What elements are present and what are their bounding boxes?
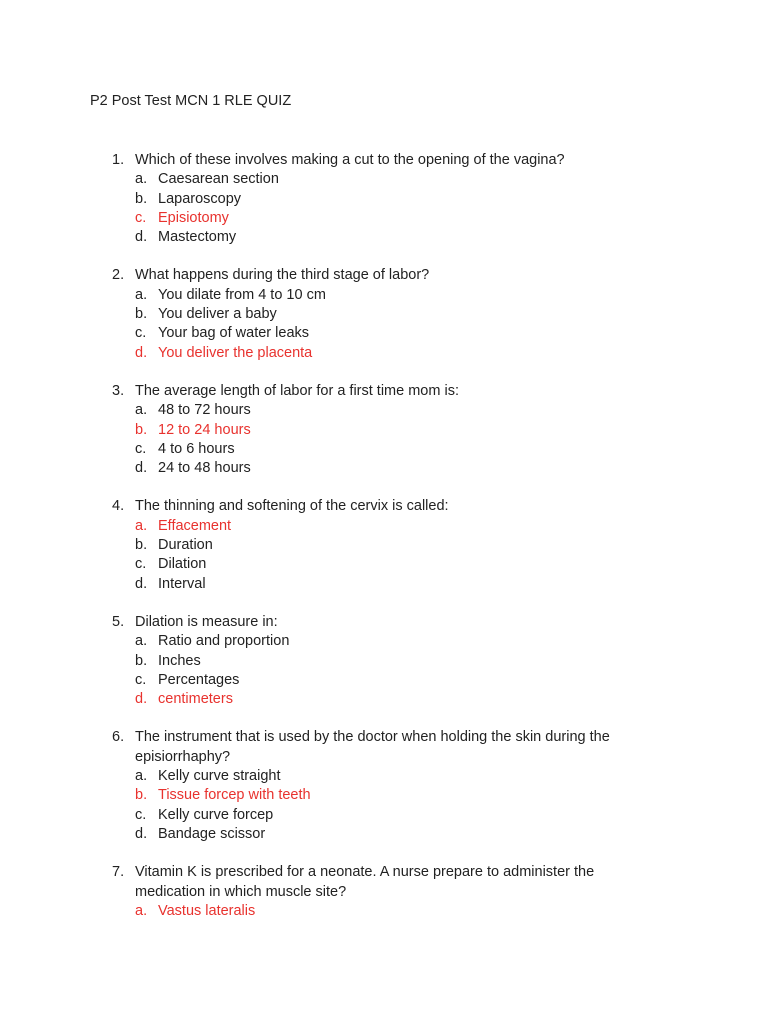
option-item bbox=[0, 806, 768, 825]
option-letter: b. bbox=[135, 787, 148, 804]
option-text: Interval bbox=[158, 575, 206, 592]
question-text: Vitamin K is prescribed for a neonate. A nurse prepare to administer the medication in which muscle site? bbox=[135, 864, 595, 900]
document-title: P2 Post Test MCN 1 RLE QUIZ bbox=[90, 93, 292, 109]
question-row bbox=[0, 863, 768, 902]
question-row bbox=[0, 151, 768, 170]
option-item-correct bbox=[0, 517, 768, 536]
option-letter: a. bbox=[135, 633, 148, 650]
option-letter: d. bbox=[135, 229, 148, 246]
question-item bbox=[0, 728, 768, 844]
question-text: The instrument that is used by the doctor when holding the skin during the episiorrhaphy? bbox=[135, 729, 610, 765]
option-text: 4 to 6 hours bbox=[158, 440, 235, 457]
option-text: centimeters bbox=[158, 691, 233, 708]
option-text: Your bag of water leaks bbox=[158, 325, 310, 342]
option-text: You deliver the placenta bbox=[158, 344, 313, 361]
option-item bbox=[0, 671, 768, 690]
option-text: Kelly curve straight bbox=[158, 768, 281, 785]
option-text: Caesarean section bbox=[158, 171, 279, 188]
question-number: 7. bbox=[112, 864, 125, 881]
option-item bbox=[0, 767, 768, 786]
option-letter: c. bbox=[135, 440, 147, 457]
option-item bbox=[0, 652, 768, 671]
option-item bbox=[0, 324, 768, 343]
option-item bbox=[0, 190, 768, 209]
question-item bbox=[0, 497, 768, 593]
option-item-correct bbox=[0, 786, 768, 805]
question-text: The average length of labor for a first time mom is: bbox=[135, 382, 459, 399]
question-row bbox=[0, 728, 768, 767]
option-letter: b. bbox=[135, 537, 148, 554]
option-letter: d. bbox=[135, 460, 148, 477]
option-letter: d. bbox=[135, 825, 148, 842]
question-text: What happens during the third stage of labor? bbox=[135, 267, 430, 284]
question-text: Dilation is measure in: bbox=[135, 613, 278, 630]
question-text: Which of these involves making a cut to the opening of the vagina? bbox=[135, 152, 565, 168]
option-letter: d. bbox=[135, 344, 148, 361]
option-letter: b. bbox=[135, 421, 148, 438]
option-text: Inches bbox=[158, 652, 201, 669]
question-number: 5. bbox=[112, 613, 125, 630]
option-item bbox=[0, 228, 768, 247]
option-item bbox=[0, 632, 768, 651]
option-item-correct bbox=[0, 344, 768, 363]
option-item bbox=[0, 305, 768, 324]
option-item bbox=[0, 575, 768, 594]
question-list bbox=[0, 151, 768, 940]
option-item bbox=[0, 459, 768, 478]
option-item bbox=[0, 825, 768, 844]
question-row bbox=[0, 497, 768, 516]
option-text: Tissue forcep with teeth bbox=[158, 787, 311, 804]
option-item bbox=[0, 401, 768, 420]
option-item bbox=[0, 170, 768, 189]
question-number: 1. bbox=[112, 152, 125, 168]
option-letter: d. bbox=[135, 691, 148, 708]
question-item bbox=[0, 151, 768, 247]
question-number: 4. bbox=[112, 498, 125, 515]
option-letter: a. bbox=[135, 402, 148, 419]
question-number: 6. bbox=[112, 729, 125, 746]
option-letter: c. bbox=[135, 671, 147, 688]
question-item bbox=[0, 613, 768, 709]
option-text: Bandage scissor bbox=[158, 825, 266, 842]
question-number: 3. bbox=[112, 382, 125, 399]
option-letter: a. bbox=[135, 171, 148, 188]
option-item-correct bbox=[0, 690, 768, 709]
question-row bbox=[0, 382, 768, 401]
option-letter: c. bbox=[135, 556, 147, 573]
option-text: Dilation bbox=[158, 556, 207, 573]
question-item bbox=[0, 863, 768, 921]
option-text: Laparoscopy bbox=[158, 190, 242, 207]
option-letter: a. bbox=[135, 517, 148, 534]
option-text: Effacement bbox=[158, 517, 232, 534]
option-text: Duration bbox=[158, 537, 213, 554]
option-text: You dilate from 4 to 10 cm bbox=[158, 286, 326, 303]
option-letter: a. bbox=[135, 768, 148, 785]
option-item bbox=[0, 440, 768, 459]
option-text: Percentages bbox=[158, 671, 240, 688]
option-letter: a. bbox=[135, 902, 148, 919]
option-letter: c. bbox=[135, 209, 147, 226]
question-number: 2. bbox=[112, 267, 125, 284]
option-text: Ratio and proportion bbox=[158, 633, 290, 650]
question-row bbox=[0, 613, 768, 632]
option-text: 48 to 72 hours bbox=[158, 402, 251, 419]
option-letter: c. bbox=[135, 806, 147, 823]
option-text: You deliver a baby bbox=[158, 306, 277, 323]
option-text: 24 to 48 hours bbox=[158, 460, 251, 477]
option-item-correct bbox=[0, 209, 768, 228]
option-text: 12 to 24 hours bbox=[158, 421, 251, 438]
question-item bbox=[0, 382, 768, 478]
question-row bbox=[0, 266, 768, 285]
option-item bbox=[0, 286, 768, 305]
option-text: Vastus lateralis bbox=[158, 902, 256, 919]
option-letter: b. bbox=[135, 306, 148, 323]
question-item bbox=[0, 266, 768, 362]
option-item-correct bbox=[0, 421, 768, 440]
option-letter: a. bbox=[135, 286, 148, 303]
option-item-correct bbox=[0, 902, 768, 921]
option-text: Episiotomy bbox=[158, 209, 229, 226]
option-item bbox=[0, 536, 768, 555]
option-letter: d. bbox=[135, 575, 148, 592]
question-text: The thinning and softening of the cervix is called: bbox=[135, 498, 449, 515]
option-text: Kelly curve forcep bbox=[158, 806, 274, 823]
option-letter: b. bbox=[135, 190, 148, 207]
option-letter: c. bbox=[135, 325, 147, 342]
option-item bbox=[0, 555, 768, 574]
option-text: Mastectomy bbox=[158, 229, 237, 246]
option-letter: b. bbox=[135, 652, 148, 669]
